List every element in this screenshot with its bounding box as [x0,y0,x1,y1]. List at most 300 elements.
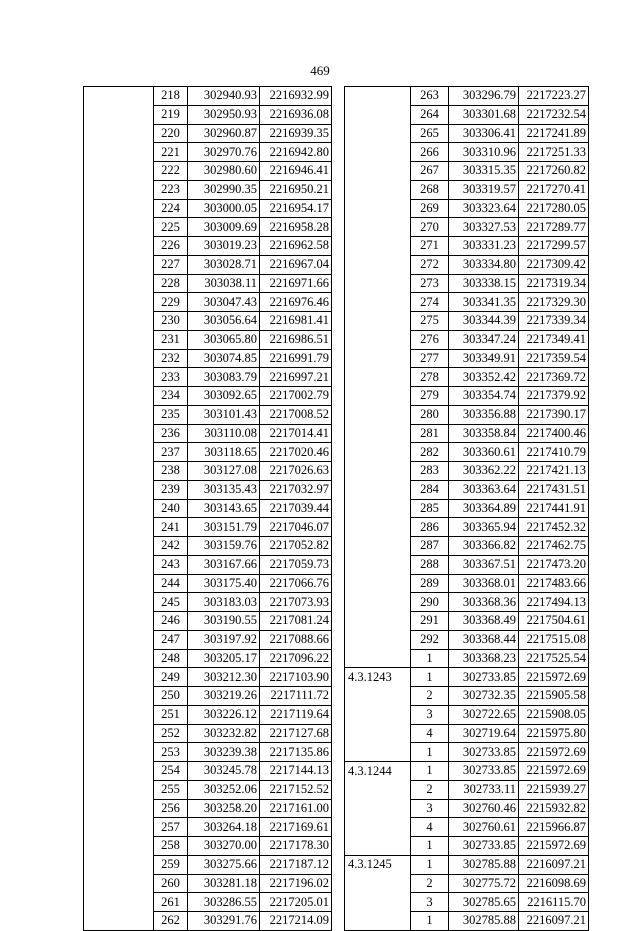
table-row [84,893,332,912]
parcel-id-cell [345,649,411,668]
point-number-cell: 2 [411,874,449,893]
x-coordinate-cell: 302970.76 [188,143,260,162]
point-number-cell: 255 [154,780,188,799]
y-coordinate-cell: 2217251.33 [519,143,589,162]
point-number-cell: 246 [154,612,188,631]
y-coordinate-cell: 2217096.22 [260,649,332,668]
table-row [345,387,589,406]
parcel-id-cell [84,349,154,368]
parcel-id-cell [84,105,154,124]
y-coordinate-cell: 2217052.82 [260,537,332,556]
x-coordinate-cell: 303362.22 [449,462,519,481]
parcel-id-cell [84,124,154,143]
point-number-cell: 281 [411,424,449,443]
parcel-id-cell [345,105,411,124]
table-row [345,180,589,199]
table-row [84,518,332,537]
table-row [345,874,589,893]
y-coordinate-cell: 2215939.27 [519,780,589,799]
x-coordinate-cell: 302980.60 [188,162,260,181]
table-row [84,349,332,368]
parcel-id-cell [345,312,411,331]
table-row [84,499,332,518]
table-row [345,612,589,631]
x-coordinate-cell: 303291.76 [188,912,260,931]
x-coordinate-cell: 303368.36 [449,593,519,612]
x-coordinate-cell: 303056.64 [188,312,260,331]
point-number-cell: 222 [154,162,188,181]
x-coordinate-cell: 302733.11 [449,780,519,799]
parcel-id-cell [84,87,154,106]
parcel-id-cell [84,274,154,293]
y-coordinate-cell: 2216939.35 [260,124,332,143]
parcel-id-cell [345,424,411,443]
point-number-cell: 243 [154,555,188,574]
y-coordinate-cell: 2217483.66 [519,574,589,593]
table-row [84,555,332,574]
point-number-cell: 277 [411,349,449,368]
table-row [84,330,332,349]
table-row [84,274,332,293]
table-row [84,780,332,799]
y-coordinate-cell: 2216981.41 [260,312,332,331]
point-number-cell: 256 [154,799,188,818]
parcel-id-cell [84,743,154,762]
parcel-id-cell [345,330,411,349]
x-coordinate-cell: 303358.84 [449,424,519,443]
x-coordinate-cell: 303323.64 [449,199,519,218]
x-coordinate-cell: 303347.24 [449,330,519,349]
point-number-cell: 291 [411,612,449,631]
x-coordinate-cell: 303349.91 [449,349,519,368]
point-number-cell: 261 [154,893,188,912]
point-number-cell: 276 [411,330,449,349]
y-coordinate-cell: 2215975.80 [519,724,589,743]
x-coordinate-cell: 303334.80 [449,255,519,274]
y-coordinate-cell: 2217088.66 [260,630,332,649]
table-row [84,574,332,593]
table-row [84,443,332,462]
table-row [84,312,332,331]
point-number-cell: 3 [411,799,449,818]
point-number-cell: 225 [154,218,188,237]
y-coordinate-cell: 2217525.54 [519,649,589,668]
x-coordinate-cell: 303127.08 [188,462,260,481]
x-coordinate-cell: 302733.85 [449,837,519,856]
point-number-cell: 230 [154,312,188,331]
parcel-id-cell [345,874,411,893]
table-row [345,162,589,181]
table-row [345,405,589,424]
point-number-cell: 227 [154,255,188,274]
parcel-id-cell [345,274,411,293]
parcel-id-cell [84,893,154,912]
table-row [345,255,589,274]
x-coordinate-cell: 303183.03 [188,593,260,612]
table-row [84,705,332,724]
point-number-cell: 279 [411,387,449,406]
y-coordinate-cell: 2217329.30 [519,293,589,312]
x-coordinate-cell: 303038.11 [188,274,260,293]
y-coordinate-cell: 2215972.69 [519,837,589,856]
table-row [84,180,332,199]
table-row [345,780,589,799]
y-coordinate-cell: 2217187.12 [260,855,332,874]
x-coordinate-cell: 302719.64 [449,724,519,743]
parcel-id-cell [84,837,154,856]
point-number-cell: 286 [411,518,449,537]
x-coordinate-cell: 302960.87 [188,124,260,143]
point-number-cell: 240 [154,499,188,518]
x-coordinate-cell: 303296.79 [449,87,519,106]
point-number-cell: 283 [411,462,449,481]
x-coordinate-cell: 303009.69 [188,218,260,237]
y-coordinate-cell: 2216954.17 [260,199,332,218]
point-number-cell: 266 [411,143,449,162]
x-coordinate-cell: 302785.65 [449,893,519,912]
y-coordinate-cell: 2217020.46 [260,443,332,462]
x-coordinate-cell: 303118.65 [188,443,260,462]
y-coordinate-cell: 2217152.52 [260,780,332,799]
table-row [345,105,589,124]
y-coordinate-cell: 2217400.46 [519,424,589,443]
parcel-id-cell [345,462,411,481]
point-number-cell: 235 [154,405,188,424]
point-number-cell: 270 [411,218,449,237]
x-coordinate-cell: 303368.49 [449,612,519,631]
point-number-cell: 3 [411,893,449,912]
y-coordinate-cell: 2216997.21 [260,368,332,387]
table-row [84,874,332,893]
x-coordinate-cell: 303074.85 [188,349,260,368]
y-coordinate-cell: 2217339.34 [519,312,589,331]
table-row [345,199,589,218]
x-coordinate-cell: 303000.05 [188,199,260,218]
y-coordinate-cell: 2217223.27 [519,87,589,106]
point-number-cell: 274 [411,293,449,312]
y-coordinate-cell: 2217515.08 [519,630,589,649]
table-row [84,480,332,499]
parcel-id-cell [345,387,411,406]
y-coordinate-cell: 2217144.13 [260,762,332,781]
table-row [84,593,332,612]
parcel-id-cell [84,443,154,462]
x-coordinate-cell: 303205.17 [188,649,260,668]
parcel-id-cell [84,462,154,481]
point-number-cell: 287 [411,537,449,556]
point-number-cell: 1 [411,855,449,874]
table-row [84,799,332,818]
x-coordinate-cell: 303352.42 [449,368,519,387]
point-number-cell: 272 [411,255,449,274]
table-row [345,312,589,331]
x-coordinate-cell: 303019.23 [188,237,260,256]
y-coordinate-cell: 2217026.63 [260,462,332,481]
point-number-cell: 239 [154,480,188,499]
table-row [84,105,332,124]
point-number-cell: 271 [411,237,449,256]
x-coordinate-cell: 303319.57 [449,180,519,199]
table-row [84,537,332,556]
point-number-cell: 236 [154,424,188,443]
x-coordinate-cell: 303245.78 [188,762,260,781]
y-coordinate-cell: 2217178.30 [260,837,332,856]
parcel-id-cell [84,312,154,331]
y-coordinate-cell: 2217066.76 [260,574,332,593]
x-coordinate-cell: 303360.61 [449,443,519,462]
x-coordinate-cell: 303315.35 [449,162,519,181]
y-coordinate-cell: 2217452.32 [519,518,589,537]
y-coordinate-cell: 2217260.82 [519,162,589,181]
parcel-id-cell [84,705,154,724]
x-coordinate-cell: 303356.88 [449,405,519,424]
point-number-cell: 231 [154,330,188,349]
x-coordinate-cell: 303331.23 [449,237,519,256]
parcel-id-cell [84,255,154,274]
x-coordinate-cell: 303270.00 [188,837,260,856]
y-coordinate-cell: 2216115.70 [519,893,589,912]
parcel-id-cell [84,855,154,874]
point-number-cell: 219 [154,105,188,124]
parcel-id-cell [345,705,411,724]
parcel-id-cell [345,162,411,181]
parcel-id-cell [345,537,411,556]
x-coordinate-cell: 303366.82 [449,537,519,556]
table-row [345,574,589,593]
parcel-id-cell [345,199,411,218]
parcel-id-cell [84,799,154,818]
x-coordinate-cell: 303212.30 [188,668,260,687]
point-number-cell: 247 [154,630,188,649]
table-row [345,330,589,349]
parcel-id-cell [345,180,411,199]
table-row [84,368,332,387]
point-number-cell: 244 [154,574,188,593]
y-coordinate-cell: 2217441.91 [519,499,589,518]
point-number-cell: 1 [411,743,449,762]
point-number-cell: 258 [154,837,188,856]
x-coordinate-cell: 303368.01 [449,574,519,593]
parcel-id-cell [84,687,154,706]
parcel-id-cell [84,724,154,743]
y-coordinate-cell: 2217289.77 [519,218,589,237]
table-row [84,162,332,181]
point-number-cell: 3 [411,705,449,724]
x-coordinate-cell: 303264.18 [188,818,260,837]
x-coordinate-cell: 303301.68 [449,105,519,124]
parcel-id-cell [345,912,411,931]
x-coordinate-cell: 303281.18 [188,874,260,893]
y-coordinate-cell: 2217161.00 [260,799,332,818]
parcel-id-cell [345,780,411,799]
y-coordinate-cell: 2215932.82 [519,799,589,818]
parcel-id-cell [345,518,411,537]
point-number-cell: 285 [411,499,449,518]
y-coordinate-cell: 2216991.79 [260,349,332,368]
table-row [84,912,332,931]
parcel-id-cell [345,724,411,743]
x-coordinate-cell: 303226.12 [188,705,260,724]
parcel-id-cell [84,218,154,237]
point-number-cell: 228 [154,274,188,293]
parcel-id-cell [345,818,411,837]
table-row [345,743,589,762]
x-coordinate-cell: 303197.92 [188,630,260,649]
point-number-cell: 273 [411,274,449,293]
y-coordinate-cell: 2215908.05 [519,705,589,724]
point-number-cell: 260 [154,874,188,893]
x-coordinate-cell: 303341.35 [449,293,519,312]
parcel-id-cell: 4.3.1243 [345,668,411,687]
parcel-id-cell [345,87,411,106]
parcel-id-cell [84,612,154,631]
x-coordinate-cell: 303327.53 [449,218,519,237]
parcel-id-cell [84,555,154,574]
point-number-cell: 290 [411,593,449,612]
parcel-id-cell [345,480,411,499]
y-coordinate-cell: 2216932.99 [260,87,332,106]
x-coordinate-cell: 303232.82 [188,724,260,743]
table-row [84,87,332,106]
point-number-cell: 275 [411,312,449,331]
parcel-id-cell [345,630,411,649]
point-number-cell: 259 [154,855,188,874]
x-coordinate-cell: 303365.94 [449,518,519,537]
x-coordinate-cell: 303092.65 [188,387,260,406]
table-row [84,462,332,481]
point-number-cell: 4 [411,724,449,743]
y-coordinate-cell: 2217369.72 [519,368,589,387]
point-number-cell: 2 [411,687,449,706]
parcel-id-cell [84,237,154,256]
table-row [345,893,589,912]
y-coordinate-cell: 2217241.89 [519,124,589,143]
table-row [84,199,332,218]
table-row [84,630,332,649]
table-row [84,612,332,631]
parcel-id-cell [84,293,154,312]
y-coordinate-cell: 2217073.93 [260,593,332,612]
coordinates-table-right [344,86,589,931]
parcel-id-cell [345,687,411,706]
parcel-id-cell: 4.3.1244 [345,762,411,781]
point-number-cell: 250 [154,687,188,706]
x-coordinate-cell: 303275.66 [188,855,260,874]
parcel-id-cell [84,330,154,349]
y-coordinate-cell: 2216962.58 [260,237,332,256]
table-row [84,818,332,837]
table-row [84,855,332,874]
y-coordinate-cell: 2217421.13 [519,462,589,481]
y-coordinate-cell: 2217431.51 [519,480,589,499]
x-coordinate-cell: 302722.65 [449,705,519,724]
parcel-id-cell [345,799,411,818]
y-coordinate-cell: 2217014.41 [260,424,332,443]
y-coordinate-cell: 2216097.21 [519,855,589,874]
table-row [84,668,332,687]
point-number-cell: 1 [411,762,449,781]
point-number-cell: 238 [154,462,188,481]
y-coordinate-cell: 2217081.24 [260,612,332,631]
point-number-cell: 1 [411,668,449,687]
parcel-id-cell [345,293,411,312]
x-coordinate-cell: 302990.35 [188,180,260,199]
point-number-cell: 253 [154,743,188,762]
y-coordinate-cell: 2217008.52 [260,405,332,424]
x-coordinate-cell: 303159.76 [188,537,260,556]
table-row [345,724,589,743]
y-coordinate-cell: 2216097.21 [519,912,589,931]
x-coordinate-cell: 302733.85 [449,668,519,687]
y-coordinate-cell: 2217046.07 [260,518,332,537]
point-number-cell: 245 [154,593,188,612]
point-number-cell: 223 [154,180,188,199]
table-row [345,799,589,818]
parcel-id-cell [84,199,154,218]
x-coordinate-cell: 303368.44 [449,630,519,649]
parcel-id-cell [84,480,154,499]
table-row [345,837,589,856]
x-coordinate-cell: 303310.96 [449,143,519,162]
table-row [345,912,589,931]
x-coordinate-cell: 303083.79 [188,368,260,387]
table-row [345,630,589,649]
point-number-cell: 232 [154,349,188,368]
y-coordinate-cell: 2216936.08 [260,105,332,124]
parcel-id-cell [345,593,411,612]
x-coordinate-cell: 303110.08 [188,424,260,443]
parcel-id-cell [84,780,154,799]
y-coordinate-cell: 2217214.09 [260,912,332,931]
point-number-cell: 252 [154,724,188,743]
x-coordinate-cell: 302760.46 [449,799,519,818]
parcel-id-cell [345,612,411,631]
x-coordinate-cell: 303065.80 [188,330,260,349]
point-number-cell: 233 [154,368,188,387]
x-coordinate-cell: 303151.79 [188,518,260,537]
point-number-cell: 288 [411,555,449,574]
table-row [345,87,589,106]
y-coordinate-cell: 2216950.21 [260,180,332,199]
table-row [84,124,332,143]
x-coordinate-cell: 302760.61 [449,818,519,837]
x-coordinate-cell: 302785.88 [449,855,519,874]
x-coordinate-cell: 303368.23 [449,649,519,668]
point-number-cell: 241 [154,518,188,537]
point-number-cell: 218 [154,87,188,106]
y-coordinate-cell: 2216958.28 [260,218,332,237]
y-coordinate-cell: 2215966.87 [519,818,589,837]
x-coordinate-cell: 303239.38 [188,743,260,762]
y-coordinate-cell: 2217504.61 [519,612,589,631]
table-row [84,405,332,424]
x-coordinate-cell: 303167.66 [188,555,260,574]
parcel-id-cell [84,762,154,781]
y-coordinate-cell: 2216976.46 [260,293,332,312]
x-coordinate-cell: 302940.93 [188,87,260,106]
table-row [345,424,589,443]
table-row [345,818,589,837]
y-coordinate-cell: 2217111.72 [260,687,332,706]
x-coordinate-cell: 302775.72 [449,874,519,893]
parcel-id-cell [84,162,154,181]
table-row [345,687,589,706]
y-coordinate-cell: 2215972.69 [519,762,589,781]
y-coordinate-cell: 2217059.73 [260,555,332,574]
point-number-cell: 264 [411,105,449,124]
x-coordinate-cell: 303252.06 [188,780,260,799]
point-number-cell: 262 [154,912,188,931]
